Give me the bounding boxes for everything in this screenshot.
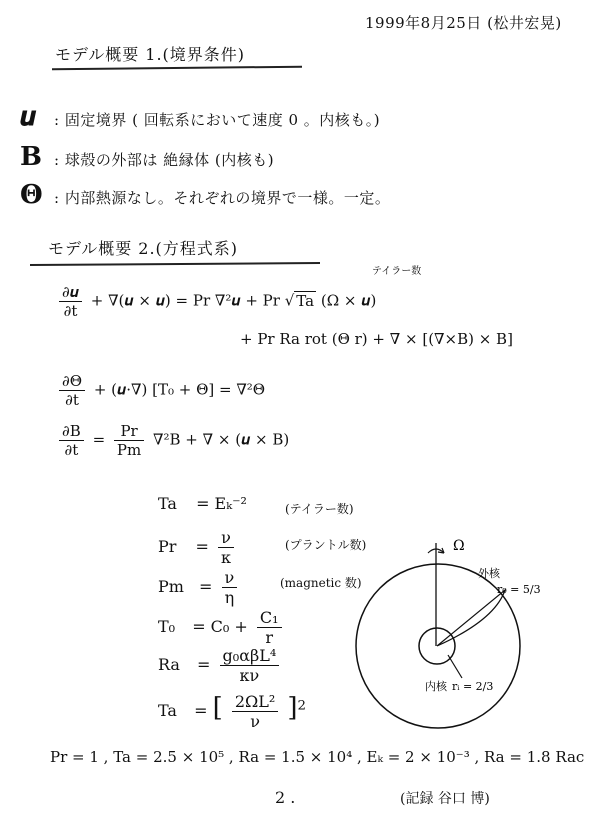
def-magnetic-prandtl: Pm = $\frac{\nu}{\eta}$	[158, 568, 241, 607]
def-taylor-expanded: Ta = [ $\frac{\text{2ΩL²}}{\nu}$ ]$^2$	[158, 692, 307, 731]
def-ta2-exp: 2	[297, 698, 307, 714]
eq1-part-b: Ta	[296, 291, 315, 310]
def-pm-note: (magnetic 数)	[280, 576, 362, 590]
eq3-rest: ∇²B + ∇ × (𝒖 × B)	[153, 430, 290, 449]
inner-radius-pointer	[448, 655, 462, 678]
eq3-mid: =	[92, 430, 106, 449]
def-taylor-note: (テイラー数)	[285, 502, 354, 516]
velocity-symbol: 𝒖	[20, 102, 37, 132]
def-t0-rhs: = C₀ +	[192, 617, 248, 636]
outer-radius-label: r₀ = 5/3	[497, 583, 541, 596]
section1-title: モデル概要 1.(境界条件)	[55, 45, 246, 64]
condition-velocity-text: : 固定境界 ( 回転系において速度 0 。内核も。)	[54, 111, 381, 129]
def-t0-num: C₁	[257, 608, 282, 628]
def-taylor-rhs: = Eₖ⁻²	[196, 494, 247, 513]
eq1-lhs-den: ∂t	[63, 302, 78, 320]
def-pm-num: ν	[222, 568, 238, 588]
def-ra-den: κν	[239, 666, 260, 685]
def-ta2-den: ν	[250, 712, 260, 731]
def-prandtl-note: (プラントル数)	[285, 538, 367, 552]
def-prandtl: Pr = $\frac{\nu}{\kappa}$	[158, 528, 238, 567]
eq3-lhs-den: ∂t	[64, 441, 79, 459]
def-taylor-lhs: Ta	[158, 494, 177, 513]
def-prandtl-lhs: Pr	[158, 537, 177, 556]
def-t0-lhs: T₀	[158, 617, 176, 636]
eq2-lhs-den: ∂t	[65, 391, 79, 409]
eq3-coef-den: Pm	[116, 441, 142, 459]
outer-radius-wedge	[437, 590, 505, 646]
parameter-values: Pr = 1 , Ta = 2.5 × 10⁵ , Ra = 1.5 × 10⁴ , Eₖ = 2 × 10⁻³ , Ra = 1.8 Rac	[50, 748, 585, 766]
def-ta2-num: 2ΩL²	[232, 692, 278, 712]
eq3-lhs-num: ∂B	[59, 422, 84, 441]
momentum-equation-line2: + Pr Ra rot (Θ r) + ∇ × [(∇×B) × B]	[240, 330, 513, 348]
eq1-lhs-num: ∂𝒖	[59, 283, 82, 302]
taylor-number-note: テイラー数	[372, 266, 422, 277]
inner-radius-label: rᵢ = 2/3	[452, 680, 494, 693]
temperature-symbol: Θ	[20, 180, 44, 210]
omega-label: Ω	[453, 538, 465, 554]
condition-magnetic-text: : 球殻の外部は 絶縁体 (内核も)	[54, 151, 275, 169]
eq1-part-c: (Ω × 𝒖)	[320, 291, 377, 310]
eq2-rest: + (𝒖·∇) [T₀ + Θ] = ∇²Θ	[93, 380, 266, 399]
condition-temperature-text: : 内部熱源なし。それぞれの境界で一様。一定。	[54, 189, 391, 207]
sqrt-sign: √	[284, 291, 295, 310]
eq3-coef-num: Pr	[114, 422, 144, 441]
def-prandtl-num: ν	[218, 528, 234, 548]
page-number: 2 .	[275, 788, 296, 807]
eq1-part-a: + ∇(𝒖 × 𝒖) = Pr ∇²𝒖 + Pr	[90, 291, 280, 310]
def-pm-lhs: Pm	[158, 577, 184, 596]
outer-core-label: 外核	[478, 567, 500, 580]
def-prandtl-den: κ	[221, 548, 232, 567]
def-ra-lhs: Ra	[158, 655, 180, 674]
inner-core-label: 内核	[425, 680, 447, 693]
recorder-note: (記録 谷口 博)	[400, 791, 490, 807]
def-pm-den: η	[224, 588, 235, 607]
eq2-lhs-num: ∂Θ	[59, 372, 85, 391]
section2-title: モデル概要 2.(方程式系)	[48, 239, 239, 258]
def-ra-num: g₀αβL⁴	[220, 646, 280, 666]
def-t0-den: r	[265, 628, 274, 647]
date-author: 1999年8月25日 (松井宏晃)	[365, 14, 562, 32]
def-ta2-lhs: Ta	[158, 701, 177, 720]
def-rayleigh: Ra = $\frac{\text{g₀αβL⁴}}{\kappa\nu}$	[158, 646, 283, 685]
magnetic-symbol: B	[20, 142, 43, 172]
